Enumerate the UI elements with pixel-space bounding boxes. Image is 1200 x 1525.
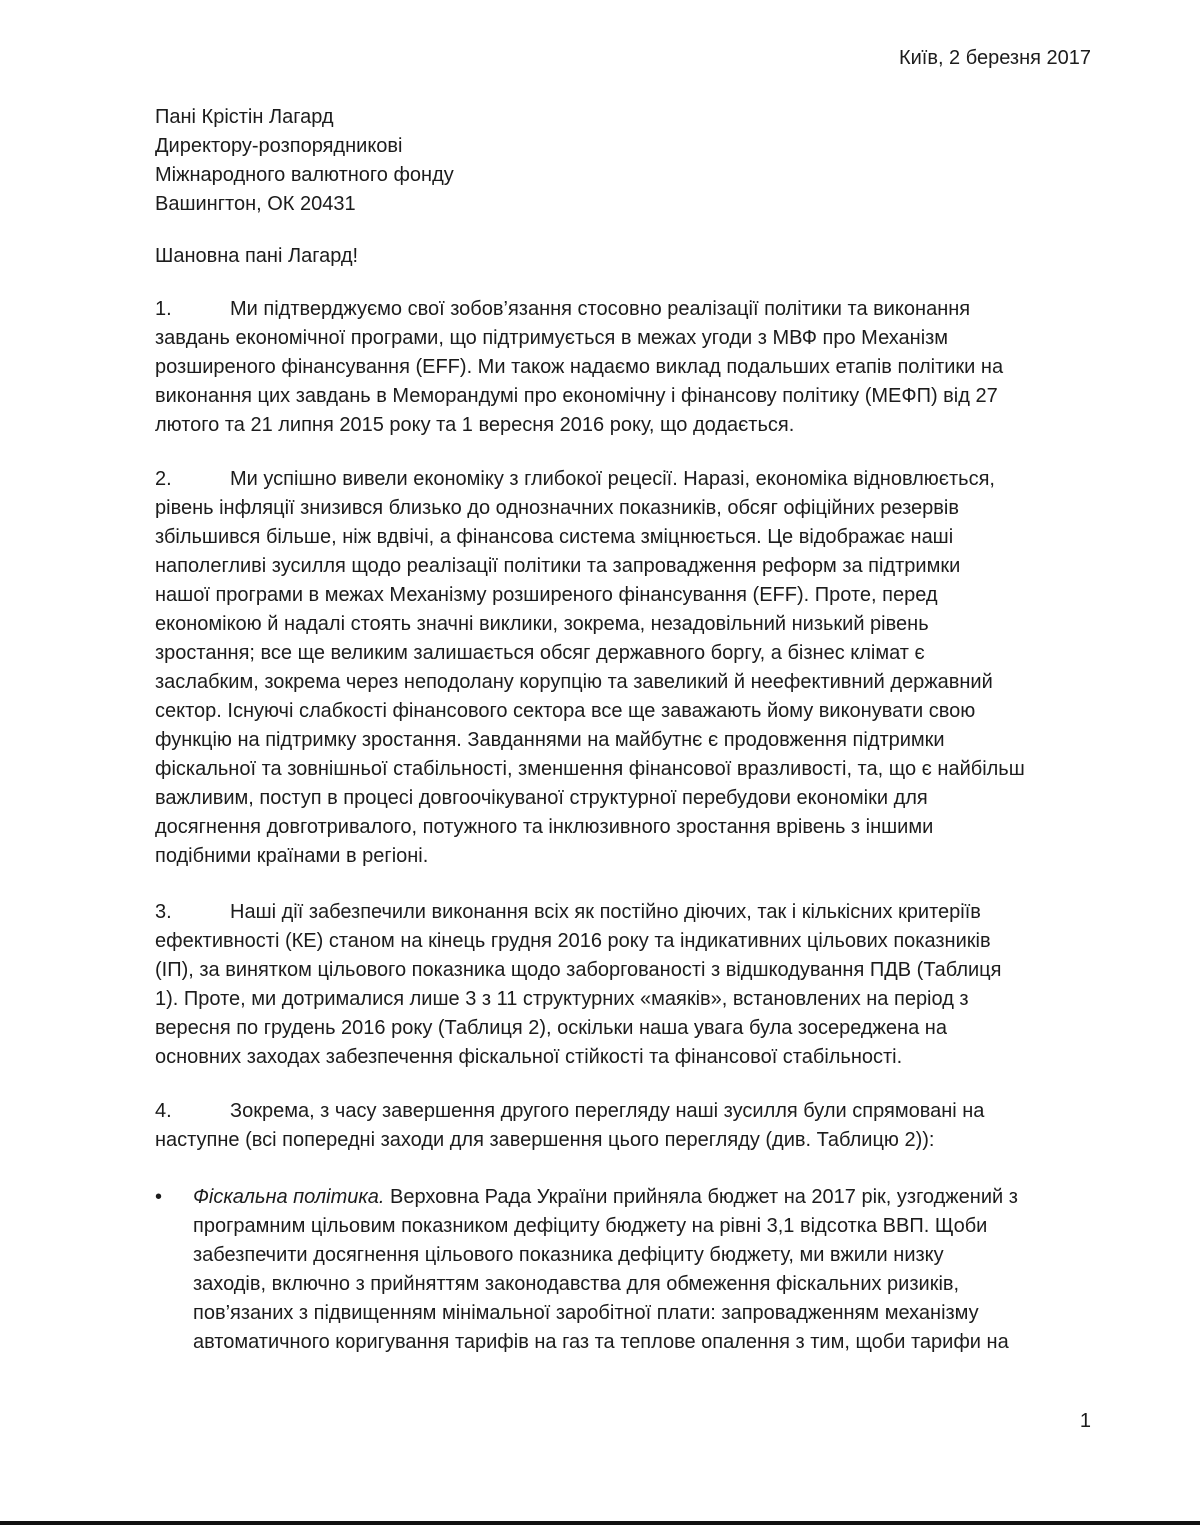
paragraph-2 xyxy=(155,465,1085,871)
paragraph-line: функцію на підтримку зростання. Завданнями на майбутнє є продовження підтримки xyxy=(155,729,945,751)
recipient-organization: Міжнародного валютного фонду xyxy=(155,164,454,186)
page-number: 1 xyxy=(1079,1410,1091,1432)
recipient-title: Директору-розпорядникові xyxy=(155,135,403,157)
bullet-line: Верховна Рада України прийняла бюджет на 2017 рік, узгоджений з xyxy=(384,1186,1018,1208)
paragraph-line: (ІП), за винятком цільового показника щодо заборгованості з відшкодування ПДВ (Таблиця xyxy=(155,959,1002,981)
paragraph-line: нашої програми в межах Механізму розширеного фінансування (EFF). Проте, перед xyxy=(155,584,938,606)
paragraph-line: рівень інфляції знизився близько до однозначних показників, обсяг офіційних резервів xyxy=(155,497,959,519)
paragraph-line: виконання цих завдань в Меморандумі про економічну і фінансову політику (МЕФП) від 27 xyxy=(155,385,998,407)
paragraph-line: наполегливі зусилля щодо реалізації політики та запровадження реформ за підтримки xyxy=(155,555,961,577)
recipient-city: Вашингтон, ОК 20431 xyxy=(155,193,356,215)
bullet-title: Фіскальна політика. xyxy=(193,1186,385,1208)
paragraph-number: 4. xyxy=(155,1100,172,1122)
paragraph-line: сектор. Існуючі слабкості фінансового сектора все ще заважають йому виконувати свою xyxy=(155,700,976,722)
letter-date: Київ, 2 березня 2017 xyxy=(898,47,1091,69)
page-bottom-border xyxy=(0,1521,1200,1525)
paragraph-3 xyxy=(155,898,1085,1072)
paragraph-line: розширеного фінансування (EFF). Ми також надаємо виклад подальших етапів політики на xyxy=(155,356,1004,378)
salutation: Шановна пані Лагард! xyxy=(155,245,359,267)
paragraph-line: наступне (всі попередні заходи для завершення цього перегляду (див. Таблицю 2)): xyxy=(155,1129,935,1151)
paragraph-line: важливим, поступ в процесі довгоочікуваної структурної перебудови економіки для xyxy=(155,787,928,809)
bullet-line: пов’язаних з підвищенням мінімальної заробітної плати: запровадженням механізму xyxy=(193,1302,979,1324)
paragraph-line: фіскальної та зовнішньої стабільності, зменшення фінансової вразливості, та, що є найбільш xyxy=(155,758,1025,780)
paragraph-number: 1. xyxy=(155,298,172,320)
bullet-line: автоматичного коригування тарифів на газ та теплове опалення з тим, щоби тарифи на xyxy=(193,1331,1009,1353)
paragraph-number: 3. xyxy=(155,901,172,923)
paragraph-line: Наші дії забезпечили виконання всіх як постійно діючих, так і кількісних критеріїв xyxy=(230,901,981,923)
paragraph-line: подібними країнами в регіоні. xyxy=(155,845,429,867)
paragraph-number: 2. xyxy=(155,468,172,490)
paragraph-line: вересня по грудень 2016 року (Таблиця 2), оскільки наша увага була зосереджена на xyxy=(155,1017,947,1039)
bullet-line: програмним цільовим показником дефіциту бюджету на рівні 3,1 відсотка ВВП. Щоби xyxy=(193,1215,988,1237)
paragraph-line: збільшився більше, ніж вдвічі, а фінансова система зміцнюється. Це відображає наші xyxy=(155,526,954,548)
paragraph-line: заслабким, зокрема через неподолану корупцію та завеликий й неефективний державний xyxy=(155,671,993,693)
paragraph-line: Ми успішно вивели економіку з глибокої рецесії. Наразі, економіка відновлюється, xyxy=(230,468,995,490)
bullet-line: забезпечити досягнення цільового показника дефіциту бюджету, ми вжили низку xyxy=(193,1244,944,1266)
paragraph-line: Зокрема, з часу завершення другого перегляду наші зусилля були спрямовані на xyxy=(230,1100,985,1122)
bullet-text xyxy=(193,1183,1085,1357)
paragraph-line: Ми підтверджуємо свої зобов’язання стосовно реалізації політики та виконання xyxy=(230,298,971,320)
paragraph-1 xyxy=(155,295,1085,440)
paragraph-4 xyxy=(155,1097,1085,1155)
paragraph-line: досягнення довготривалого, потужного та інклюзивного зростання врівень з іншими xyxy=(155,816,934,838)
paragraph-line: ефективності (КЕ) станом на кінець грудня 2016 року та індикативних цільових показників xyxy=(155,930,991,952)
bullet-item-fiscal-policy xyxy=(155,1183,1085,1357)
paragraph-line: лютого та 21 липня 2015 року та 1 вересня 2016 року, що додається. xyxy=(155,414,795,436)
paragraph-line: зростання; все ще великим залишається обсяг державного боргу, а бізнес клімат є xyxy=(155,642,925,664)
paragraph-line: 1). Проте, ми дотрималися лише 3 з 11 структурних «маяків», встановлених на період з xyxy=(155,988,969,1010)
paragraph-line: завдань економічної програми, що підтримується в межах угоди з МВФ про Механізм xyxy=(155,327,949,349)
paragraph-line: основних заходах забезпечення фіскальної стійкості та фінансової стабільності. xyxy=(155,1046,903,1068)
bullet-line: заходів, включно з прийняттям законодавства для обмеження фіскальних ризиків, xyxy=(193,1273,960,1295)
paragraph-line: економікою й надалі стоять значні виклики, зокрема, незадовільний низький рівень xyxy=(155,613,929,635)
bullet-icon: • xyxy=(155,1186,163,1208)
recipient-name: Пані Крістін Лагард xyxy=(155,106,334,128)
recipient-address xyxy=(155,103,454,219)
